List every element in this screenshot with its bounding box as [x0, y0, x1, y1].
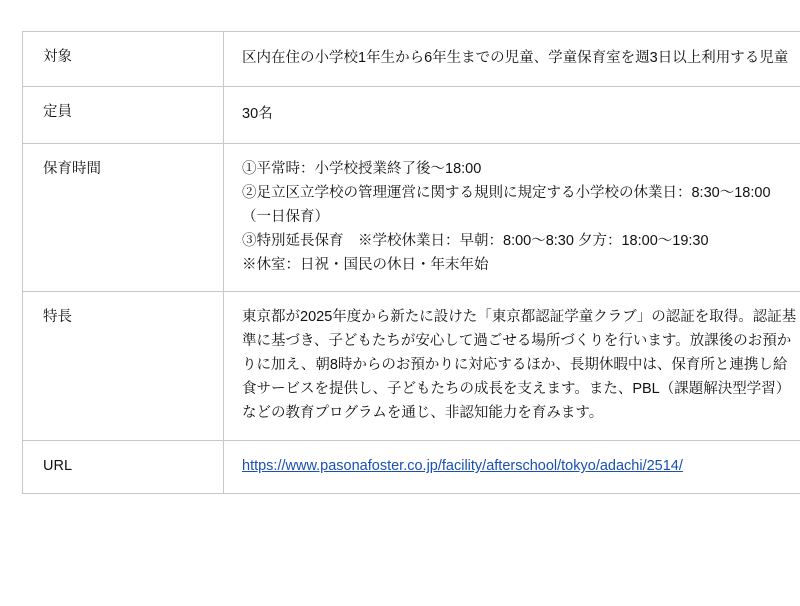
facility-info-table — [22, 31, 800, 494]
row-value-url — [224, 441, 800, 494]
value-line: ※休室：日祝・国民の休日・年末年始 — [242, 256, 489, 273]
table-row — [23, 143, 800, 292]
row-label-target: 対象 — [23, 32, 224, 87]
facility-url-link[interactable]: https://www.pasonafoster.co.jp/facility/afterschool/tokyo/adachi/2514/ — [242, 458, 683, 475]
table-row — [23, 32, 800, 87]
table-body — [23, 32, 800, 494]
value-line: ③特別延長保育 ※学校休業日：早朝：8:00〜8:30 夕方：18:00〜19:30 — [242, 232, 709, 249]
value-line: 30名 — [242, 105, 273, 122]
row-value-capacity — [224, 86, 800, 143]
row-label-url: URL — [23, 441, 224, 494]
row-value-features — [224, 292, 800, 441]
value-line: ②足立区立学校の管理運営に関する規則に規定する小学校の休業日：8:30〜18:00（一日保育） — [242, 184, 771, 225]
row-label-hours: 保育時間 — [23, 143, 224, 292]
row-label-features: 特長 — [23, 292, 224, 441]
table-row — [23, 86, 800, 143]
row-label-capacity: 定員 — [23, 86, 224, 143]
row-value-hours — [224, 143, 800, 292]
value-line: ①平常時：小学校授業終了後〜18:00 — [242, 160, 482, 177]
table-row — [23, 292, 800, 441]
row-value-target — [224, 32, 800, 87]
value-line: 区内在住の小学校1年生から6年生までの児童、学童保育室を週3日以上利用する児童 — [242, 50, 789, 66]
value-line: 東京都が2025年度から新たに設けた「東京都認証学童クラブ」の認証を取得。認証基準に基づき、子どもたちが安心して過ごせる場所づくりを行います。放課後のお預かりに加え、朝8時からのお預かりに対応するほか、長期休暇中は、保育所と連携し給食サービスを提供し、子どもたちの成長を支えます。また、PBL（課題解決型学習）などの教育プログラムを通じ、非認知能力を育みます。 — [242, 309, 797, 422]
table-row — [23, 441, 800, 494]
